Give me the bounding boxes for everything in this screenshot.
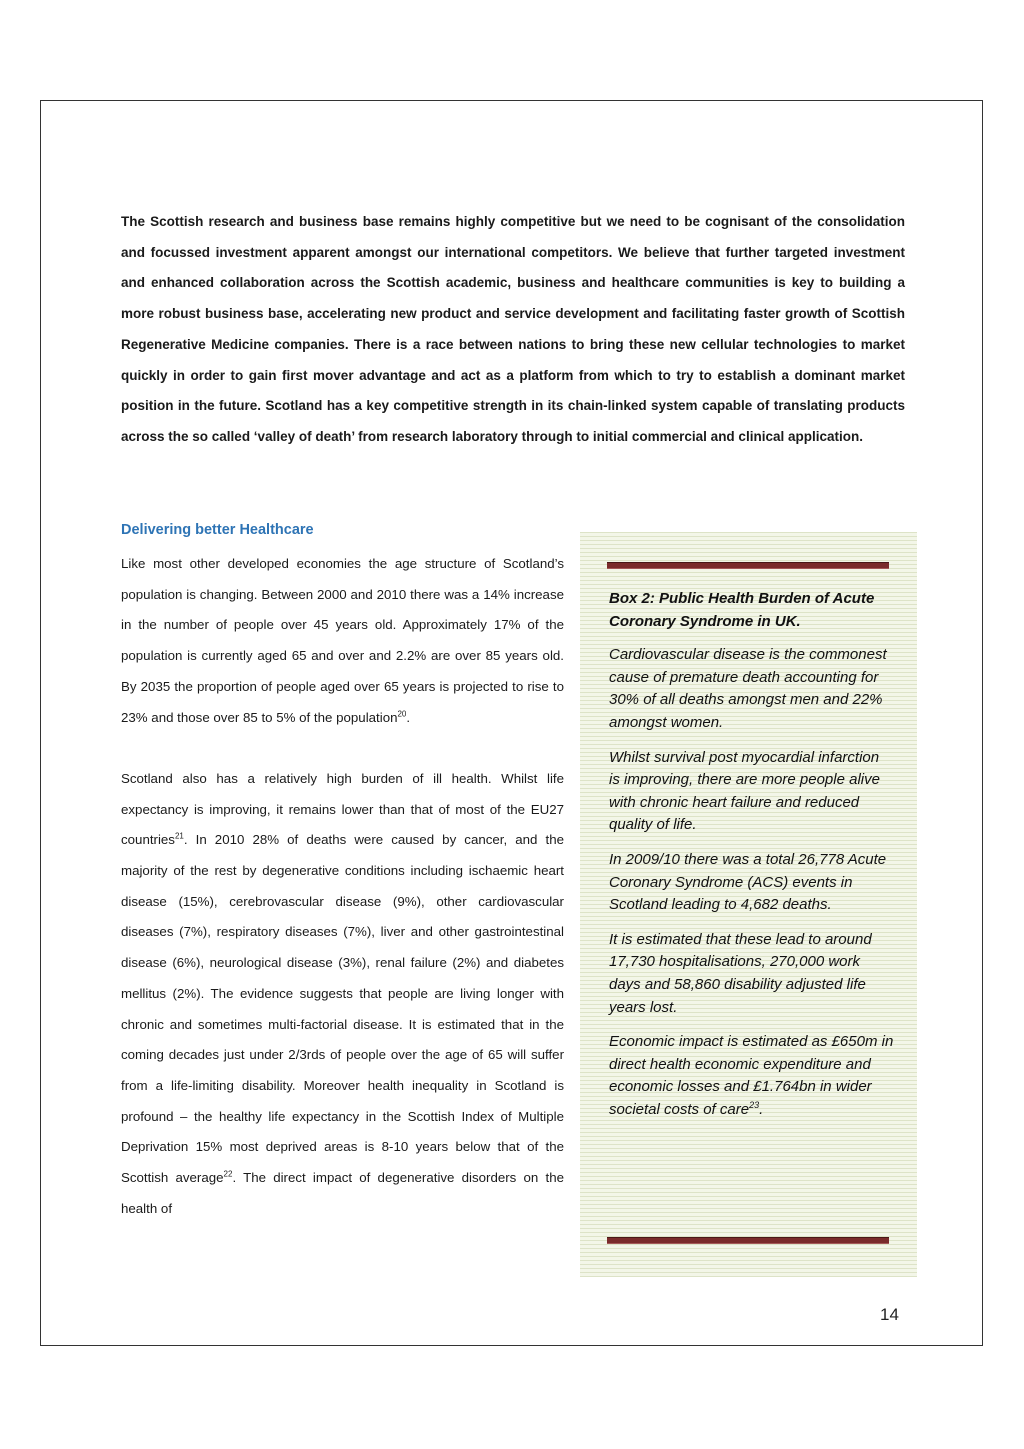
box-paragraph — [609, 1031, 894, 1121]
box-top-rule — [607, 562, 889, 569]
body-column — [121, 549, 564, 1224]
info-box — [580, 532, 917, 1277]
box-bottom-rule — [607, 1237, 889, 1244]
body-paragraph-ill-health-text: . In 2010 28% of deaths were caused by cancer, and the majority of the rest by degenerative conditions including ischaemic heart disease (15%), cerebrovascular disease (9%), other cardiovascular diseases (7%), respiratory diseases (7%), liver and other gastrointestinal disease (6%), neurological disease (3%), renal failure (2%) and diabetes mellitus (2%). The evidence suggests that people are living longer with chronic and sometimes multi-factorial disease. It is estimated that in the coming decades just under 2/3rds of people over the age of 65 will suffer from a life-limiting disability. Moreover health inequality in Scotland is profound – the healthy life expectancy in the Scottish Index of Multiple Deprivation 15% most deprived areas is 8-10 years below that of the Scottish average — [121, 832, 564, 1186]
box-paragraph: Cardiovascular disease is the commonest cause of premature death accounting for 30% of all deaths amongst men and 22% amongst women. — [609, 646, 887, 731]
body-paragraph-ill-health — [121, 764, 564, 1225]
box-paragraph: In 2009/10 there was a total 26,778 Acute Coronary Syndrome (ACS) events in Scotland leading to 4,682 deaths. — [609, 850, 887, 914]
box-content — [609, 588, 894, 1133]
footnote-ref: 22 — [223, 1169, 233, 1179]
box-paragraph: It is estimated that these lead to around 17,730 hospitalisations, 270,000 work days and 58,860 disability adjusted life years lost. — [609, 930, 872, 1016]
body-paragraph-population — [121, 549, 564, 733]
page-number: 14 — [880, 1305, 899, 1324]
body-paragraph-population-text: Like most other developed economies the age structure of Scotland’s population is changing. Between 2000 and 2010 there was a 14% increase in the number of people over 45 years old. Approximately 17% of the population is currently aged 65 and over and 2.2% are over 85 years old. By 2035 the proportion of people aged over 65 years is projected to rise to 23% and those over 85 to 5% of the population — [121, 556, 564, 725]
section-heading: Delivering better Healthcare — [121, 522, 314, 538]
footnote-ref: 20 — [397, 709, 407, 719]
footnote-ref: 21 — [174, 831, 184, 841]
box-paragraph-end: . — [759, 1100, 764, 1118]
body-paragraph-ill-health-text: Scotland also has a relatively high burden of ill health. Whilst life expectancy is improving, it remains lower than that of most of the EU27 countries — [121, 770, 564, 848]
body-paragraph-ill-health-text: . The direct impact of degenerative disorders on the health of — [121, 1170, 564, 1216]
box-title: Box 2: Public Health Burden of Acute Coronary Syndrome in UK. — [609, 590, 875, 630]
box-paragraph-text: Economic impact is estimated as £650m in direct health economic expenditure and economic losses and £1.764bn in wider societal costs of care — [609, 1033, 894, 1118]
box-paragraph: Whilst survival post myocardial infarction is improving, there are more people alive with chronic heart failure and reduced quality of life. — [609, 748, 880, 834]
intro-paragraph: The Scottish research and business base remains highly competitive but we need to be cognisant of the consolidation and focussed investment apparent amongst our international competitors. We believe that further targeted investment and enhanced collaboration across the Scottish academic, business and healthcare communities is key to building a more robust business base, accelerating new product and service development and facilitating faster growth of Scottish Regenerative Medicine companies. There is a race between nations to bring these new cellular technologies to market quickly in order to gain first mover advantage and act as a platform from which to try to establish a dominant market position in the future. Scotland has a key competitive strength in its chain-linked system capable of translating products across the so called ‘valley of death’ from research laboratory through to initial commercial and clinical application. — [121, 214, 905, 444]
footnote-ref: 23 — [749, 1099, 760, 1110]
body-paragraph-end: . — [406, 709, 411, 725]
